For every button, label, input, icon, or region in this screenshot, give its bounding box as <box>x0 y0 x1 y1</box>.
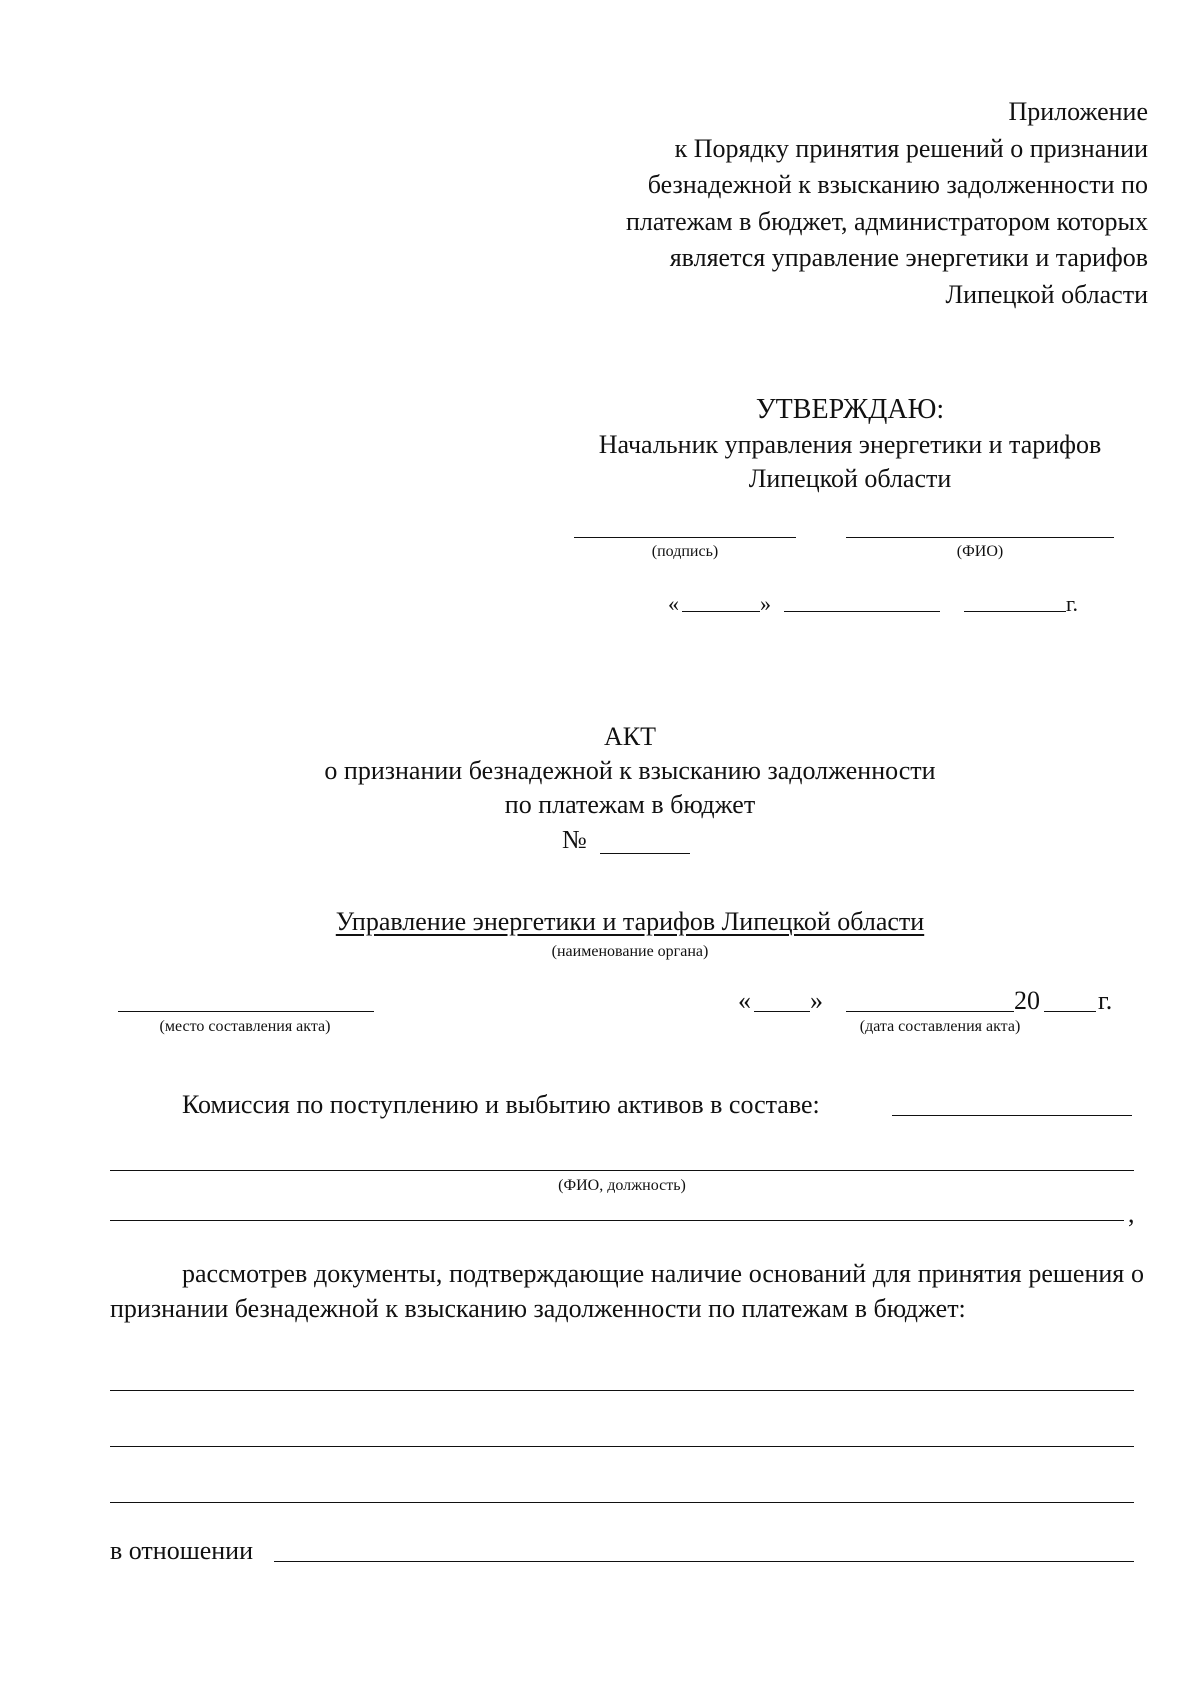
date-open-quote: « <box>738 986 751 1015</box>
approval-year-line[interactable] <box>964 611 1066 612</box>
commission-trailing-comma: , <box>1128 1199 1135 1228</box>
name-caption: (ФИО) <box>956 543 1004 560</box>
year-line[interactable] <box>1044 1011 1096 1012</box>
commission-label: Комиссия по поступлению и выбытию активов в составе: <box>182 1090 820 1119</box>
appendix-line: к Порядку принятия решений о признании <box>674 133 1148 163</box>
appendix-line: безнадежной к взысканию задолженности по <box>647 170 1148 199</box>
signature-line[interactable] <box>574 537 796 538</box>
basis-line-3[interactable] <box>110 1502 1134 1503</box>
commission-members-caption: (ФИО, должность) <box>558 1177 686 1194</box>
approval-date-close-quote: » <box>760 591 771 616</box>
appendix-line: Приложение <box>1008 97 1148 126</box>
name-line[interactable] <box>846 537 1114 538</box>
day-line[interactable] <box>754 1011 810 1012</box>
appendix-line: платежам в бюджет, администратором которых <box>625 206 1148 236</box>
approval-role-line: Начальник управления энергетики и тарифов <box>598 430 1102 459</box>
act-subtitle: по платежам в бюджет <box>504 790 756 819</box>
approval-month-line[interactable] <box>784 611 940 612</box>
basis-line-2[interactable] <box>110 1446 1134 1447</box>
commission-line-3[interactable] <box>110 1220 1124 1221</box>
appendix-block <box>626 94 1148 313</box>
act-number-label: № <box>562 825 587 854</box>
year-century: 20 <box>1014 986 1040 1015</box>
commission-line-2[interactable] <box>110 1170 1134 1171</box>
signature-caption: (подпись) <box>651 543 719 560</box>
organ-block <box>200 905 1060 962</box>
approval-date-open-quote: « <box>668 591 679 616</box>
act-title: АКТ <box>604 722 656 751</box>
act-title-block <box>200 720 1060 822</box>
date-year-suffix: г. <box>1098 986 1113 1015</box>
basis-line-1[interactable] <box>110 1390 1134 1391</box>
approval-day-line[interactable] <box>682 611 760 612</box>
considering-paragraph: рассмотрев документы, подтверждающие наличие оснований для принятия решения о признании безнадежной к взысканию задолженности по платежам в бюджет: <box>110 1259 1144 1323</box>
organ-name: Управление энергетики и тарифов Липецкой области <box>335 907 925 936</box>
place-caption: (место составления акта) <box>159 1018 331 1035</box>
act-number-line[interactable] <box>600 853 690 854</box>
month-line[interactable] <box>846 1011 1014 1012</box>
place-line[interactable] <box>118 1011 374 1012</box>
commission-line-1[interactable] <box>892 1115 1132 1116</box>
approval-year-suffix: г. <box>1066 591 1079 616</box>
date-close-quote: » <box>810 986 823 1015</box>
appendix-line: является управление энергетики и тарифов <box>669 243 1148 272</box>
approval-heading: УТВЕРЖДАЮ: <box>755 394 945 425</box>
act-subtitle: о признании безнадежной к взысканию задолженности <box>324 756 936 785</box>
regarding-label: в отношении <box>110 1536 254 1565</box>
approval-role-line: Липецкой области <box>748 464 952 493</box>
regarding-line[interactable] <box>274 1561 1134 1562</box>
approval-block <box>560 392 1140 496</box>
date-caption: (дата составления акта) <box>859 1018 1021 1035</box>
appendix-line: Липецкой области <box>945 279 1148 309</box>
organ-caption: (наименование органа) <box>551 943 709 960</box>
